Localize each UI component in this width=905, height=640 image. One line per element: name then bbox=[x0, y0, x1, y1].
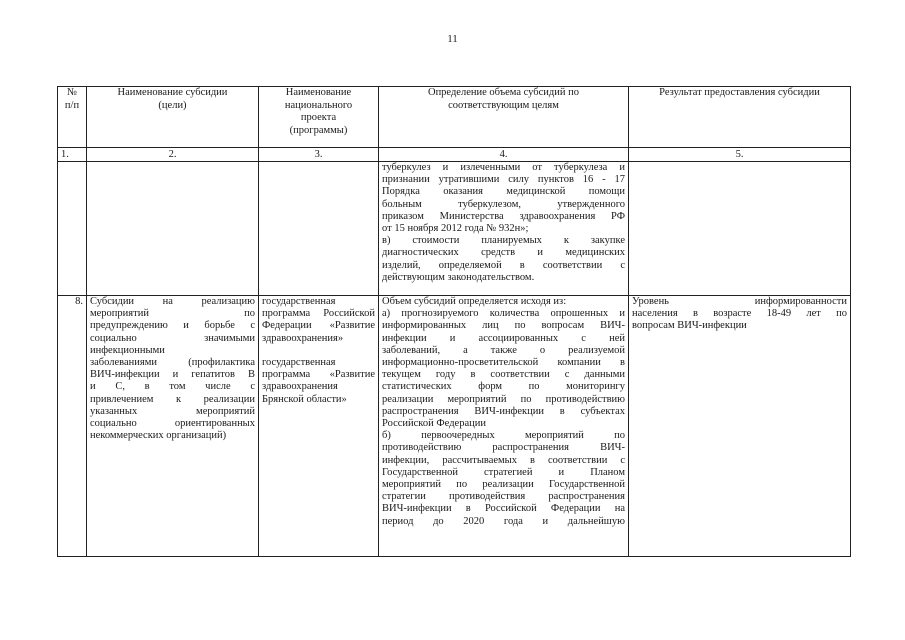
text-line: признании утратившими силу пунктов 16 - 17 bbox=[382, 174, 625, 186]
text-line: государственная bbox=[262, 296, 336, 307]
text-line: указанных мероприятий bbox=[90, 405, 255, 417]
row-number: 8. bbox=[58, 296, 87, 557]
text-line: распространения ВИЧ-инфекции в субъектах bbox=[382, 405, 625, 417]
column-number: 1. bbox=[58, 148, 87, 162]
text-line: заболеваний, а также о реализуемой bbox=[382, 344, 625, 356]
header-text: национального bbox=[284, 99, 353, 111]
text-line: больным туберкулезом, утвержденного bbox=[382, 198, 625, 210]
text-line: здравоохранения bbox=[262, 381, 338, 393]
column-number: 2. bbox=[87, 148, 259, 162]
text-line: информационно-просветительской компании в bbox=[382, 357, 625, 369]
text-line: диагностических средств и медицинских bbox=[382, 247, 625, 259]
header-text: № bbox=[66, 87, 78, 98]
text-line: ВИЧ-инфекции и гепатитов В bbox=[90, 369, 255, 381]
text-line: инфекционными bbox=[90, 344, 165, 356]
text-line: Уровень информированности bbox=[632, 296, 847, 307]
text-line: инфекции и ассоциированных с ней bbox=[382, 332, 625, 344]
text-line: вопросам ВИЧ-инфекции bbox=[632, 320, 747, 332]
header-project-name bbox=[259, 87, 379, 148]
text-line: реализации мероприятий по противодействию bbox=[382, 393, 625, 405]
text-line: стратегии противодействия распространения bbox=[382, 491, 625, 503]
header-result bbox=[629, 87, 851, 148]
table-row-8 bbox=[58, 296, 851, 557]
column-number: 5. bbox=[629, 148, 851, 162]
table-header-row bbox=[58, 87, 851, 148]
header-text: Результат предоставления субсидии bbox=[659, 87, 820, 98]
header-text: (цели) bbox=[158, 99, 187, 111]
cell-empty bbox=[58, 162, 87, 296]
text-line: ВИЧ-инфекции в Российской Федерации на bbox=[382, 503, 625, 515]
header-text: Наименование bbox=[285, 87, 352, 98]
header-subsidy-name bbox=[87, 87, 259, 148]
header-text: проекта bbox=[300, 112, 337, 123]
text-line: мероприятий по bbox=[90, 308, 255, 320]
cell-empty bbox=[629, 162, 851, 296]
text-line: от 15 ноября 2012 года № 932н»; bbox=[382, 223, 529, 235]
text-line: туберкулез и излеченными от туберкулеза и bbox=[382, 162, 625, 173]
text-line: привлечением к реализации bbox=[90, 393, 255, 405]
text-line: а) прогнозируемого количества опрошенных и bbox=[382, 308, 625, 320]
text-line: противодействию распространения ВИЧ- bbox=[382, 442, 625, 454]
text-line: мероприятий по реализации Государственной bbox=[382, 479, 625, 491]
column-number: 3. bbox=[259, 148, 379, 162]
column-number: 4. bbox=[379, 148, 629, 162]
text-line: государственная bbox=[262, 357, 336, 368]
spacer bbox=[262, 345, 375, 357]
header-text: п/п bbox=[64, 99, 80, 111]
text-line: действующим законодательством. bbox=[382, 271, 535, 283]
text-line: и С, в том числе с bbox=[90, 381, 255, 393]
text-line: программа «Развитие bbox=[262, 369, 375, 381]
text-line: Порядка оказания медицинской помощи bbox=[382, 186, 625, 198]
continuation-row bbox=[58, 162, 851, 296]
text-line: социально ориентированных bbox=[90, 418, 255, 430]
text-line: заболеваниями (профилактика bbox=[90, 357, 255, 369]
header-text: (программы) bbox=[289, 124, 348, 136]
cell-empty bbox=[87, 162, 259, 296]
subsidy-name-cell bbox=[87, 296, 259, 557]
text-line: статистических форм по мониторингу bbox=[382, 381, 625, 393]
column-number-row bbox=[58, 148, 851, 162]
text-line: здравоохранения» bbox=[262, 332, 344, 344]
text-line: изделий, определяемой в соответствии с bbox=[382, 259, 625, 271]
text-line: инфекции, рассчитываемых в соответствии с bbox=[382, 454, 625, 466]
text-line: информированных лиц по вопросам ВИЧ- bbox=[382, 320, 625, 332]
header-text: Наименование субсидии bbox=[117, 87, 228, 98]
subsidy-table bbox=[57, 86, 851, 557]
text-line: приказом Министерства здравоохранения РФ bbox=[382, 210, 625, 222]
text-line: социально значимыми bbox=[90, 332, 255, 344]
text-line: б) первоочередных мероприятий по bbox=[382, 430, 625, 442]
cell-empty bbox=[259, 162, 379, 296]
continuation-definition-cell bbox=[379, 162, 629, 296]
text-line: Объем субсидий определяется исходя из: bbox=[382, 296, 567, 307]
header-text: соответствующим целям bbox=[448, 99, 559, 111]
page-number: 11 bbox=[447, 33, 458, 45]
header-text: Определение объема субсидий по bbox=[427, 87, 579, 98]
text-line: населения в возрасте 18-49 лет по bbox=[632, 308, 847, 320]
volume-definition-cell bbox=[379, 296, 629, 557]
text-line: в) стоимости планируемых к закупке bbox=[382, 235, 625, 247]
header-volume-definition bbox=[379, 87, 629, 148]
text-line: некоммерческих организаций) bbox=[90, 430, 227, 442]
text-line: Брянской области» bbox=[262, 393, 347, 405]
text-line: предупреждению и борьбе с bbox=[90, 320, 255, 332]
text-line: текущем году в соответствии с данными bbox=[382, 369, 625, 381]
text-line: Субсидии на реализацию bbox=[90, 296, 255, 307]
header-number bbox=[58, 87, 87, 148]
text-line: период до 2020 года и дальнейшую bbox=[382, 515, 625, 527]
project-name-cell bbox=[259, 296, 379, 557]
text-line: программа Российской bbox=[262, 308, 375, 320]
result-cell bbox=[629, 296, 851, 557]
text-line: Российской Федерации bbox=[382, 418, 486, 430]
text-line: Федерации «Развитие bbox=[262, 320, 375, 332]
text-line: Государственной стратегией и Планом bbox=[382, 466, 625, 478]
